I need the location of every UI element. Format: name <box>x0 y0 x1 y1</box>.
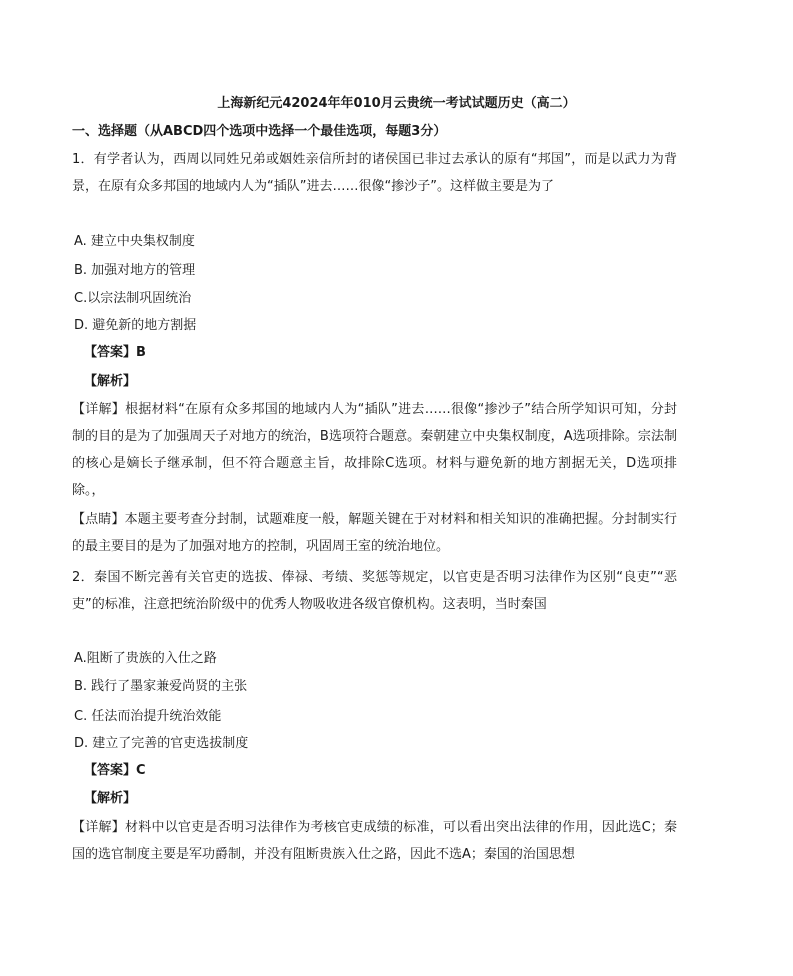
question-2-analysis-label: 【解析】 <box>84 791 137 806</box>
question-2-option-b: B. 践行了墨家兼爱尚贤的主张 <box>74 679 248 694</box>
question-1-option-d: D. 避免新的地方割据 <box>74 318 197 333</box>
section-heading: 一、选择题（从ABCD四个选项中选择一个最佳选项，每题3分） <box>72 124 447 139</box>
question-1-analysis-label: 【解析】 <box>84 374 137 389</box>
page-title: 上海新纪元42024年年010月云贵统一考试试题历史（高二） <box>217 96 576 111</box>
question-1-option-a: A. 建立中央集权制度 <box>74 234 195 249</box>
question-2-option-a: A.阻断了贵族的入仕之路 <box>74 651 217 666</box>
question-2-answer: 【答案】C <box>84 763 146 778</box>
question-1-stem: 1．有学者认为，西周以同姓兄弟或姻姓亲信所封的诸侯国已非过去承认的原有“邦国”，而是以武力为背景，在原有众多邦国的地域内人为“插队”进去……很像“掺沙子”。这样做主要是为了 <box>72 152 677 194</box>
question-2-stem: 2．秦国不断完善有关官吏的选拔、俸禄、考绩、奖惩等规定，以官吏是否明习法律作为区别“良吏”“恶吏”的标准，注意把统治阶级中的优秀人物吸收进各级官僚机构。这表明，当时秦国 <box>72 570 677 612</box>
question-1-comment: 【点睛】本题主要考查分封制，试题难度一般，解题关键在于对材料和相关知识的准确把握。分封制实行的最主要目的是为了加强对地方的控制，巩固周王室的统治地位。 <box>72 512 677 554</box>
question-1-answer: 【答案】B <box>84 345 146 360</box>
question-1-option-c: C.以宗法制巩固统治 <box>74 291 192 306</box>
question-1-detail: 【详解】根据材料“在原有众多邦国的地域内人为“插队”进去……很像“掺沙子”结合所学知识可知，分封制的目的是为了加强周天子对地方的统治，B选项符合题意。秦朝建立中央集权制度，A选项排除。宗法制的核心是嫡长子继承制，但不符合题意主旨，故排除C选项。材料与避免新的地方割据无关，D选项排除。， <box>72 402 677 498</box>
question-2-option-c: C. 任法而治提升统治效能 <box>74 709 222 724</box>
question-2-option-d: D. 建立了完善的官吏选拔制度 <box>74 736 249 751</box>
question-1-option-b: B. 加强对地方的管理 <box>74 263 196 278</box>
question-2-detail: 【详解】材料中以官吏是否明习法律作为考核官吏成绩的标准，可以看出突出法律的作用，因此选C；秦国的选官制度主要是军功爵制，并没有阻断贵族入仕之路，因此不选A；秦国的治国思想 <box>72 820 677 862</box>
